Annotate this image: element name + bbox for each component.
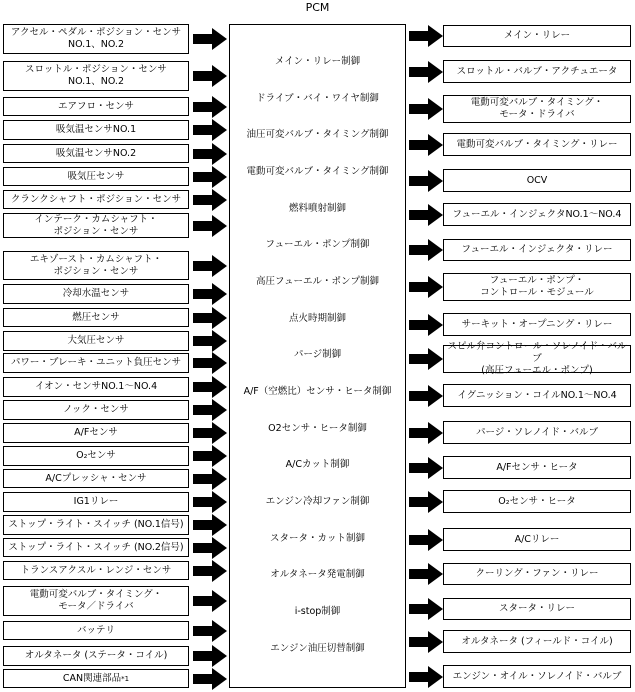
output-box: サーキット・オープニング・リレー [443,313,631,336]
input-box: バッテリ [3,621,189,640]
output-arrow [409,314,443,336]
control-function: オルタネータ発電制御 [270,569,365,580]
input-box: 吸気温センサNO.2 [3,144,189,163]
input-box: A/Cプレッシャ・センサ [3,469,189,488]
input-box: 吸気圧センサ [3,167,189,186]
input-arrow [193,189,227,211]
pcm-box [229,24,406,688]
input-arrow [193,514,227,536]
output-arrow [409,563,443,585]
control-function: 油圧可変バルブ・タイミング制御 [246,129,389,140]
input-box: オルタネータ (ステータ・コイル) [3,646,189,666]
input-box: ノック・センサ [3,400,189,420]
input-arrow [193,166,227,188]
input-arrow [193,399,227,421]
output-box: OCV [443,169,631,192]
input-arrow [193,143,227,165]
output-box: パージ・ソレノイド・バルブ [443,421,631,444]
output-arrow [409,204,443,226]
input-arrow [193,537,227,559]
output-arrow [409,598,443,620]
output-box: スピル弁コントロール・ソレノイド・バルブ (高圧フューエル・ポンプ) [443,345,631,373]
input-arrow [193,352,227,374]
input-box: エキゾースト・カムシャフト・ ポジション・センサ [3,251,189,280]
output-box: メイン・リレー [443,25,631,47]
output-box: スロットル・バルブ・アクチュエータ [443,60,631,83]
output-box: O₂センサ・ヒータ [443,490,631,513]
input-box: ストップ・ライト・スイッチ (NO.2信号) [3,538,189,557]
output-arrow [409,491,443,513]
control-function: 高圧フューエル・ポンプ制御 [255,276,380,287]
control-function: ドライブ・バイ・ワイヤ制御 [256,93,379,104]
input-arrow [193,468,227,490]
control-function: エンジン冷却ファン制御 [265,496,370,507]
input-box: IG1リレー [3,492,189,512]
input-box: イオン・センサNO.1〜NO.4 [3,377,189,397]
input-arrow [193,445,227,467]
output-box: 電動可変バルブ・タイミング・ モータ・ドライバ [443,95,631,123]
output-arrow [409,25,443,47]
input-box: クランクシャフト・ポジション・センサ [3,190,189,209]
input-arrow [193,560,227,582]
output-box: フューエル・インジェクタNO.1〜NO.4 [443,203,631,226]
can-footnote-mark: *1 [121,674,130,683]
input-arrow [193,645,227,667]
control-function: 燃料噴射制御 [288,203,346,214]
output-arrow [409,98,443,120]
output-arrow [409,457,443,479]
output-arrow [409,422,443,444]
output-box: オルタネータ (フィールド・コイル) [443,630,631,653]
control-function: 電動可変バルブ・タイミング制御 [246,166,389,177]
input-arrow [193,590,227,612]
output-arrow [409,385,443,407]
output-arrow [409,239,443,261]
input-arrow [193,376,227,398]
input-box: エアフロ・センサ [3,97,189,116]
input-arrow [193,119,227,141]
input-box: トランスアクスル・レンジ・センサ [3,561,189,580]
input-box: A/Fセンサ [3,423,189,443]
control-function: メイン・リレー制御 [274,56,361,67]
input-box: 電動可変バルブ・タイミング・ モータ／ドライバ [3,586,189,616]
output-box: クーリング・ファン・リレー [443,563,631,585]
output-arrow [409,276,443,298]
control-function: A/F（空燃比）センサ・ヒータ制御 [243,386,392,397]
output-arrow [409,170,443,192]
control-function: A/Cカット制御 [285,459,350,470]
input-box: パワー・ブレーキ・ユニット負圧センサ [3,353,189,373]
control-function: フューエル・ポンプ制御 [265,239,370,250]
input-box: 吸気温センサNO.1 [3,120,189,140]
input-arrow [193,283,227,305]
input-box: ストップ・ライト・スイッチ (NO.1信号) [3,515,189,535]
input-arrow [193,668,227,690]
input-box: 大気圧センサ [3,331,189,351]
control-function: i-stop制御 [294,606,341,617]
output-box: エンジン・オイル・ソレノイド・バルブ [443,665,631,688]
output-box: フューエル・ポンプ・ コントロール・モジュール [443,273,631,301]
input-box: 燃圧センサ [3,308,189,327]
input-arrow [193,491,227,513]
input-box: O₂センサ [3,446,189,466]
input-box: CAN関連部品 *1 [3,669,189,688]
input-arrow [193,65,227,87]
output-arrow [409,666,443,688]
input-arrow [193,422,227,444]
output-arrow [409,134,443,156]
input-box: インテーク・カムシャフト・ ポジション・センサ [3,213,189,238]
pcm-title: PCM [305,1,330,14]
input-arrow [193,215,227,237]
input-arrow [193,28,227,50]
control-function: 点火時期制御 [288,313,346,324]
input-box: 冷却水温センサ [3,284,189,304]
input-arrow [193,307,227,329]
output-box: イグニッション・コイルNO.1〜NO.4 [443,384,631,407]
output-arrow [409,348,443,370]
output-arrow [409,61,443,83]
output-box: A/Fセンサ・ヒータ [443,456,631,479]
input-box: アクセル・ペダル・ポジション・センサ NO.1、NO.2 [3,24,189,54]
control-function: O2センサ・ヒータ制御 [268,423,367,434]
output-arrow [409,631,443,653]
input-arrow [193,255,227,277]
input-arrow [193,96,227,118]
output-box: フューエル・インジェクタ・リレー [443,239,631,261]
control-function: スタータ・カット制御 [270,533,365,544]
output-box: A/Cリレー [443,528,631,551]
control-function: エンジン油圧切替制御 [270,643,365,654]
output-box: 電動可変バルブ・タイミング・リレー [443,133,631,156]
output-box: スタータ・リレー [443,598,631,620]
control-function: パージ制御 [293,349,342,360]
input-arrow [193,330,227,352]
input-box: スロットル・ポジション・センサ NO.1、NO.2 [3,61,189,91]
output-arrow [409,529,443,551]
input-arrow [193,620,227,642]
